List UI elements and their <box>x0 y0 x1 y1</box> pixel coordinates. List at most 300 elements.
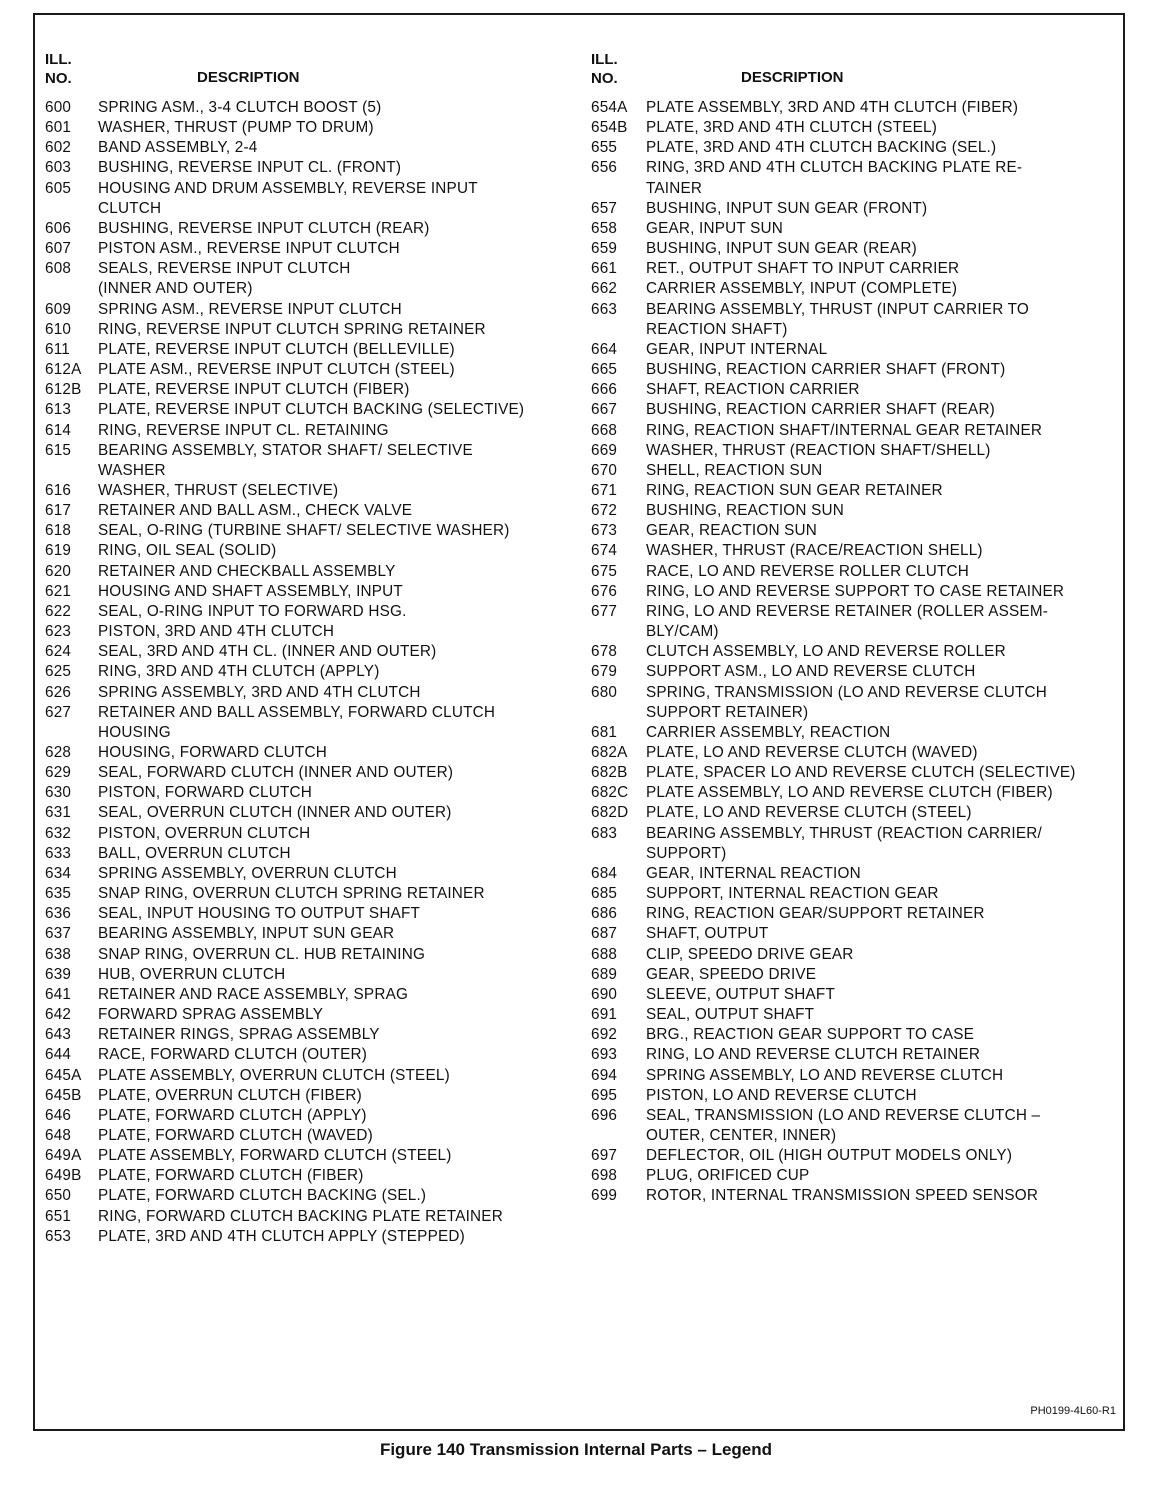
legend-row <box>45 1227 585 1247</box>
part-description: RETAINER AND RACE ASSEMBLY, SPRAG <box>98 985 409 1003</box>
legend-row <box>591 300 1121 340</box>
legend-row <box>45 259 585 299</box>
ill-number: 677 <box>591 602 618 620</box>
legend-row <box>45 884 585 904</box>
ill-number: 629 <box>45 764 72 782</box>
legend-row <box>591 783 1121 803</box>
legend-row <box>45 98 585 118</box>
ill-number: 693 <box>591 1046 618 1064</box>
part-description: PLATE, LO AND REVERSE CLUTCH (WAVED) <box>646 744 978 761</box>
part-description: SPRING ASSEMBLY, LO AND REVERSE CLUTCH <box>646 1066 1004 1084</box>
ill-number: 620 <box>45 562 72 580</box>
ill-number: 669 <box>591 441 618 459</box>
ill-number: 682B <box>591 764 628 782</box>
ill-number: 612A <box>45 361 82 379</box>
legend-column-left <box>45 50 585 1247</box>
part-description: SPRING ASSEMBLY, OVERRUN CLUTCH <box>98 864 397 882</box>
legend-row <box>45 421 585 441</box>
part-description: BUSHING, INPUT SUN GEAR (REAR) <box>646 240 917 258</box>
figure-caption: Figure 140 Transmission Internal Parts – Legend <box>379 1440 773 1459</box>
ill-number: 643 <box>45 1026 72 1044</box>
legend-row <box>591 239 1121 259</box>
ill-number: 627 <box>45 703 72 721</box>
legend-row <box>45 904 585 924</box>
part-description: PLATE ASSEMBLY, FORWARD CLUTCH (STEEL) <box>98 1147 452 1165</box>
part-description: GEAR, INTERNAL REACTION <box>646 864 861 882</box>
legend-row <box>45 1166 585 1186</box>
part-description: SEAL, TRANSMISSION (LO AND REVERSE CLUTCH – OUTER, CENTER, INNER) <box>646 1106 1041 1144</box>
ill-number: 649B <box>45 1167 82 1185</box>
legend-row <box>591 1025 1121 1045</box>
ill-number: 602 <box>45 139 72 157</box>
ill-number: 623 <box>45 623 72 641</box>
legend-row <box>45 864 585 884</box>
part-description: CLIP, SPEEDO DRIVE GEAR <box>646 945 854 963</box>
ill-number: 636 <box>45 905 72 923</box>
legend-row <box>591 985 1121 1005</box>
ill-number: 603 <box>45 159 72 177</box>
ill-number: 663 <box>591 300 618 318</box>
ill-number: 649A <box>45 1147 82 1165</box>
part-description: BALL, OVERRUN CLUTCH <box>98 844 291 862</box>
legend-row <box>591 602 1121 642</box>
legend-row <box>45 945 585 965</box>
legend-row <box>591 904 1121 924</box>
ill-number: 687 <box>591 925 618 943</box>
legend-row <box>591 1086 1121 1106</box>
part-description: RING, 3RD AND 4TH CLUTCH BACKING PLATE RE- TAINER <box>646 159 1023 197</box>
legend-row <box>45 541 585 561</box>
legend-row <box>591 1066 1121 1086</box>
ill-number: 612B <box>45 381 82 399</box>
part-description: BUSHING, REVERSE INPUT CLUTCH (REAR) <box>98 219 430 237</box>
ill-number: 682A <box>591 744 628 761</box>
header-ill-no: ILL. NO. <box>45 51 72 87</box>
part-description: CARRIER ASSEMBLY, REACTION <box>646 723 891 741</box>
part-description: PLATE ASSEMBLY, 3RD AND 4TH CLUTCH (FIBER) <box>646 99 1019 116</box>
legend-row <box>45 118 585 138</box>
legend-row <box>45 622 585 642</box>
legend-row <box>45 400 585 420</box>
ill-number: 698 <box>591 1167 618 1185</box>
part-description: SNAP RING, OVERRUN CLUTCH SPRING RETAINER <box>98 885 485 903</box>
ill-number: 658 <box>591 219 618 237</box>
part-description: PLUG, ORIFICED CUP <box>646 1167 810 1185</box>
legend-row <box>591 945 1121 965</box>
ill-number: 635 <box>45 885 72 903</box>
part-description: RING, REVERSE INPUT CL. RETAINING <box>98 421 389 439</box>
ill-number: 631 <box>45 804 72 822</box>
part-description: WASHER, THRUST (REACTION SHAFT/SHELL) <box>646 441 991 459</box>
ill-number: 681 <box>591 723 618 741</box>
ill-number: 672 <box>591 502 618 520</box>
legend-row <box>591 340 1121 360</box>
legend-row <box>591 1166 1121 1186</box>
ill-number: 628 <box>45 744 72 761</box>
ill-number: 691 <box>591 1006 618 1024</box>
legend-row <box>591 259 1121 279</box>
legend-row <box>591 279 1121 299</box>
legend-row <box>45 1207 585 1227</box>
part-description: RET., OUTPUT SHAFT TO INPUT CARRIER <box>646 260 960 278</box>
ill-number: 605 <box>45 179 72 197</box>
legend-row <box>45 481 585 501</box>
ill-number: 664 <box>591 340 618 358</box>
ill-number: 682D <box>591 804 629 822</box>
legend-row <box>45 239 585 259</box>
legend-row <box>591 360 1121 380</box>
ill-number: 637 <box>45 925 72 943</box>
legend-row <box>591 380 1121 400</box>
legend-row <box>591 562 1121 582</box>
legend-row <box>591 864 1121 884</box>
part-description: RING, REVERSE INPUT CLUTCH SPRING RETAINER <box>98 320 486 338</box>
legend-row <box>591 461 1121 481</box>
part-description: PLATE, FORWARD CLUTCH (APPLY) <box>98 1106 367 1124</box>
legend-row <box>591 199 1121 219</box>
ill-number: 609 <box>45 300 72 318</box>
ill-number: 680 <box>591 683 618 701</box>
ill-number: 626 <box>45 683 72 701</box>
ill-number: 634 <box>45 864 72 882</box>
legend-row <box>591 400 1121 420</box>
part-description: SLEEVE, OUTPUT SHAFT <box>646 985 836 1003</box>
ill-number: 639 <box>45 965 72 983</box>
legend-row <box>45 1086 585 1106</box>
part-description: SHAFT, REACTION CARRIER <box>646 381 860 399</box>
legend-row <box>591 1106 1121 1146</box>
part-description: SPRING ASM., 3-4 CLUTCH BOOST (5) <box>98 99 382 116</box>
ill-number: 632 <box>45 824 72 842</box>
ill-number: 618 <box>45 522 72 540</box>
part-description: PLATE ASM., REVERSE INPUT CLUTCH (STEEL) <box>98 361 455 379</box>
part-description: BUSHING, REACTION CARRIER SHAFT (FRONT) <box>646 361 1006 379</box>
ill-number: 656 <box>591 159 618 177</box>
part-description: PLATE, SPACER LO AND REVERSE CLUTCH (SELECTIVE) <box>646 764 1076 782</box>
part-description: WASHER, THRUST (SELECTIVE) <box>98 481 339 499</box>
legend-row <box>45 683 585 703</box>
legend-row <box>591 541 1121 561</box>
part-description: RING, FORWARD CLUTCH BACKING PLATE RETAINER <box>98 1207 503 1225</box>
legend-row <box>591 158 1121 198</box>
legend-row <box>45 1186 585 1206</box>
part-description: PLATE ASSEMBLY, OVERRUN CLUTCH (STEEL) <box>98 1066 450 1084</box>
figure-code: PH0199-4L60-R1 <box>1030 1405 1116 1417</box>
ill-number: 613 <box>45 401 72 419</box>
part-description: SEAL, 3RD AND 4TH CL. (INNER AND OUTER) <box>98 643 437 661</box>
part-description: CLUTCH ASSEMBLY, LO AND REVERSE ROLLER <box>646 643 1006 661</box>
ill-number: 633 <box>45 844 72 862</box>
part-description: RACE, LO AND REVERSE ROLLER CLUTCH <box>646 562 970 580</box>
legend-row <box>45 1126 585 1146</box>
header-description: DESCRIPTION <box>197 69 300 86</box>
ill-number: 601 <box>45 119 72 137</box>
legend-row <box>591 803 1121 823</box>
ill-number: 671 <box>591 481 618 499</box>
ill-number: 616 <box>45 481 72 499</box>
ill-number: 670 <box>591 461 618 479</box>
part-description: PLATE, FORWARD CLUTCH BACKING (SEL.) <box>98 1187 427 1205</box>
legend-row <box>45 582 585 602</box>
part-description: SEAL, O-RING (TURBINE SHAFT/ SELECTIVE WASHER) <box>98 522 510 540</box>
legend-row <box>45 138 585 158</box>
ill-number: 697 <box>591 1147 618 1165</box>
part-description: SNAP RING, OVERRUN CL. HUB RETAINING <box>98 945 426 963</box>
legend-row <box>45 501 585 521</box>
ill-number: 673 <box>591 522 618 540</box>
ill-number: 614 <box>45 421 72 439</box>
part-description: PLATE, 3RD AND 4TH CLUTCH APPLY (STEPPED) <box>98 1227 465 1245</box>
legend-row <box>45 924 585 944</box>
part-description: CARRIER ASSEMBLY, INPUT (COMPLETE) <box>646 280 958 298</box>
part-description: GEAR, REACTION SUN <box>646 522 818 540</box>
legend-row <box>591 824 1121 864</box>
legend-row <box>45 662 585 682</box>
part-description: PISTON, FORWARD CLUTCH <box>98 784 313 802</box>
part-description: PLATE, 3RD AND 4TH CLUTCH (STEEL) <box>646 119 938 137</box>
legend-row <box>45 1025 585 1045</box>
ill-number: 690 <box>591 985 618 1003</box>
ill-number: 644 <box>45 1046 72 1064</box>
part-description: BUSHING, REACTION SUN <box>646 502 844 520</box>
legend-row <box>591 441 1121 461</box>
part-description: BRG., REACTION GEAR SUPPORT TO CASE <box>646 1026 975 1044</box>
legend-row <box>591 965 1121 985</box>
legend-list-right <box>591 98 1121 1207</box>
part-description: WASHER, THRUST (PUMP TO DRUM) <box>98 119 374 137</box>
ill-number: 625 <box>45 663 72 681</box>
legend-row <box>591 421 1121 441</box>
part-description: PLATE, REVERSE INPUT CLUTCH (FIBER) <box>98 381 410 399</box>
legend-row <box>591 501 1121 521</box>
ill-number: 675 <box>591 562 618 580</box>
ill-number: 679 <box>591 663 618 681</box>
part-description: BUSHING, REACTION CARRIER SHAFT (REAR) <box>646 401 995 419</box>
ill-number: 689 <box>591 965 618 983</box>
ill-number: 696 <box>591 1106 618 1124</box>
ill-number: 682C <box>591 784 629 802</box>
legend-row <box>591 884 1121 904</box>
part-description: HOUSING, FORWARD CLUTCH <box>98 744 327 761</box>
part-description: PLATE, LO AND REVERSE CLUTCH (STEEL) <box>646 804 972 822</box>
ill-number: 646 <box>45 1106 72 1124</box>
part-description: PLATE, 3RD AND 4TH CLUTCH BACKING (SEL.) <box>646 139 997 157</box>
part-description: SHAFT, OUTPUT <box>646 925 769 943</box>
part-description: SUPPORT ASM., LO AND REVERSE CLUTCH <box>646 663 976 681</box>
legend-row <box>45 743 585 763</box>
legend-row <box>45 340 585 360</box>
ill-number: 624 <box>45 643 72 661</box>
ill-number: 685 <box>591 885 618 903</box>
part-description: RETAINER RINGS, SPRAG ASSEMBLY <box>98 1026 380 1044</box>
ill-number: 657 <box>591 199 618 217</box>
ill-number: 653 <box>45 1227 72 1245</box>
part-description: SUPPORT, INTERNAL REACTION GEAR <box>646 885 939 903</box>
part-description: SPRING ASSEMBLY, 3RD AND 4TH CLUTCH <box>98 683 421 701</box>
legend-row <box>591 521 1121 541</box>
part-description: PISTON, 3RD AND 4TH CLUTCH <box>98 623 335 641</box>
part-description: SHELL, REACTION SUN <box>646 461 823 479</box>
legend-row <box>45 1066 585 1086</box>
ill-number: 668 <box>591 421 618 439</box>
ill-number: 645B <box>45 1086 82 1104</box>
part-description: BUSHING, REVERSE INPUT CL. (FRONT) <box>98 159 402 177</box>
ill-number: 686 <box>591 905 618 923</box>
header-description: DESCRIPTION <box>741 69 844 86</box>
legend-row <box>45 441 585 481</box>
legend-row <box>591 219 1121 239</box>
part-description: HUB, OVERRUN CLUTCH <box>98 965 286 983</box>
part-description: PLATE ASSEMBLY, LO AND REVERSE CLUTCH (FIBER) <box>646 784 1053 802</box>
legend-row <box>591 1146 1121 1166</box>
ill-number: 648 <box>45 1126 72 1144</box>
ill-number: 659 <box>591 240 618 258</box>
part-description: SEAL, O-RING INPUT TO FORWARD HSG. <box>98 602 407 620</box>
ill-number: 621 <box>45 582 72 600</box>
ill-number: 662 <box>591 280 618 298</box>
ill-number: 665 <box>591 361 618 379</box>
ill-number: 645A <box>45 1066 82 1084</box>
part-description: RING, LO AND REVERSE RETAINER (ROLLER ASSEM- BLY/CAM) <box>646 602 1049 641</box>
part-description: PISTON, LO AND REVERSE CLUTCH <box>646 1086 917 1104</box>
ill-number: 615 <box>45 441 72 459</box>
legend-row <box>45 179 585 219</box>
ill-number: 606 <box>45 219 72 237</box>
ill-number: 674 <box>591 542 618 560</box>
ill-number: 678 <box>591 643 618 661</box>
part-description: PLATE, FORWARD CLUTCH (WAVED) <box>98 1126 373 1144</box>
legend-row <box>591 642 1121 662</box>
part-description: DEFLECTOR, OIL (HIGH OUTPUT MODELS ONLY) <box>646 1147 1013 1165</box>
legend-row <box>45 1106 585 1126</box>
legend-row <box>45 1146 585 1166</box>
column-header <box>591 50 1121 98</box>
part-description: SPRING, TRANSMISSION (LO AND REVERSE CLUTCH SUPPORT RETAINER) <box>646 683 1048 721</box>
legend-row <box>45 1005 585 1025</box>
legend-row <box>45 521 585 541</box>
legend-row <box>591 924 1121 944</box>
part-description: RING, LO AND REVERSE SUPPORT TO CASE RETAINER <box>646 582 1065 600</box>
ill-number: 676 <box>591 582 618 600</box>
legend-row <box>591 1186 1121 1206</box>
ill-number: 666 <box>591 381 618 399</box>
ill-number: 619 <box>45 542 72 560</box>
part-description: BUSHING, INPUT SUN GEAR (FRONT) <box>646 199 928 217</box>
legend-row <box>45 562 585 582</box>
ill-number: 654B <box>591 119 628 137</box>
ill-number: 667 <box>591 401 618 419</box>
legend-row <box>591 582 1121 602</box>
legend-row <box>45 300 585 320</box>
part-description: RETAINER AND BALL ASM., CHECK VALVE <box>98 502 413 520</box>
part-description: BEARING ASSEMBLY, INPUT SUN GEAR <box>98 925 395 943</box>
ill-number: 608 <box>45 260 72 278</box>
ill-number: 692 <box>591 1026 618 1044</box>
ill-number: 617 <box>45 502 72 520</box>
part-description: GEAR, SPEEDO DRIVE <box>646 965 817 983</box>
part-description: SEAL, INPUT HOUSING TO OUTPUT SHAFT <box>98 905 421 923</box>
ill-number: 699 <box>591 1187 618 1205</box>
ill-number: 654A <box>591 99 628 116</box>
legend-row <box>45 803 585 823</box>
column-header <box>45 50 585 98</box>
legend-row <box>45 703 585 743</box>
part-description: HOUSING AND SHAFT ASSEMBLY, INPUT <box>98 582 403 600</box>
legend-row <box>45 783 585 803</box>
part-description: RING, 3RD AND 4TH CLUTCH (APPLY) <box>98 663 380 681</box>
ill-number: 638 <box>45 945 72 963</box>
ill-number: 650 <box>45 1187 72 1205</box>
legend-row <box>591 1045 1121 1065</box>
part-description: PLATE, REVERSE INPUT CLUTCH BACKING (SELECTIVE) <box>98 401 525 419</box>
ill-number: 610 <box>45 320 72 338</box>
part-description: GEAR, INPUT SUN <box>646 219 784 237</box>
legend-row <box>591 98 1121 118</box>
legend-row <box>591 743 1121 763</box>
part-description: RING, REACTION SUN GEAR RETAINER <box>646 481 943 499</box>
legend-row <box>591 763 1121 783</box>
part-description: HOUSING AND DRUM ASSEMBLY, REVERSE INPUT CLUTCH <box>98 179 478 217</box>
part-description: SPRING ASM., REVERSE INPUT CLUTCH <box>98 300 402 318</box>
legend-column-right <box>591 50 1121 1207</box>
part-description: FORWARD SPRAG ASSEMBLY <box>98 1006 324 1024</box>
legend-row <box>591 662 1121 682</box>
legend-row <box>591 683 1121 723</box>
part-description: BEARING ASSEMBLY, THRUST (REACTION CARRIER/ SUPPORT) <box>646 824 1042 862</box>
part-description: RACE, FORWARD CLUTCH (OUTER) <box>98 1046 368 1064</box>
legend-row <box>45 642 585 662</box>
ill-number: 688 <box>591 945 618 963</box>
legend-row <box>45 360 585 380</box>
part-description: BAND ASSEMBLY, 2-4 <box>98 139 258 157</box>
part-description: SEAL, OUTPUT SHAFT <box>646 1006 815 1024</box>
legend-row <box>45 985 585 1005</box>
ill-number: 600 <box>45 99 72 116</box>
part-description: PISTON ASM., REVERSE INPUT CLUTCH <box>98 240 400 258</box>
part-description: BEARING ASSEMBLY, STATOR SHAFT/ SELECTIVE WASHER <box>98 441 473 479</box>
legend-row <box>45 380 585 400</box>
legend-row <box>45 158 585 178</box>
part-description: RING, REACTION GEAR/SUPPORT RETAINER <box>646 905 985 923</box>
ill-number: 695 <box>591 1086 618 1104</box>
ill-number: 607 <box>45 240 72 258</box>
ill-number: 611 <box>45 340 70 358</box>
legend-row <box>45 824 585 844</box>
legend-row <box>591 138 1121 158</box>
legend-row <box>45 844 585 864</box>
ill-number: 630 <box>45 784 72 802</box>
part-description: RING, LO AND REVERSE CLUTCH RETAINER <box>646 1046 981 1064</box>
header-ill-no: ILL. NO. <box>591 51 618 87</box>
legend-row <box>45 219 585 239</box>
part-description: RETAINER AND CHECKBALL ASSEMBLY <box>98 562 396 580</box>
legend-row <box>45 320 585 340</box>
part-description: SEALS, REVERSE INPUT CLUTCH (INNER AND OUTER) <box>98 260 351 298</box>
part-description: PISTON, OVERRUN CLUTCH <box>98 824 311 842</box>
ill-number: 641 <box>45 985 72 1003</box>
part-description: SEAL, FORWARD CLUTCH (INNER AND OUTER) <box>98 764 454 782</box>
legend-row <box>45 763 585 783</box>
ill-number: 661 <box>591 260 618 278</box>
ill-number: 642 <box>45 1006 72 1024</box>
part-description: GEAR, INPUT INTERNAL <box>646 340 828 358</box>
ill-number: 655 <box>591 139 618 157</box>
part-description: RING, REACTION SHAFT/INTERNAL GEAR RETAINER <box>646 421 1043 439</box>
part-description: RETAINER AND BALL ASSEMBLY, FORWARD CLUTCH HOUSING <box>98 703 496 741</box>
ill-number: 651 <box>45 1207 72 1225</box>
part-description: PLATE, REVERSE INPUT CLUTCH (BELLEVILLE) <box>98 340 455 358</box>
legend-row <box>45 1045 585 1065</box>
